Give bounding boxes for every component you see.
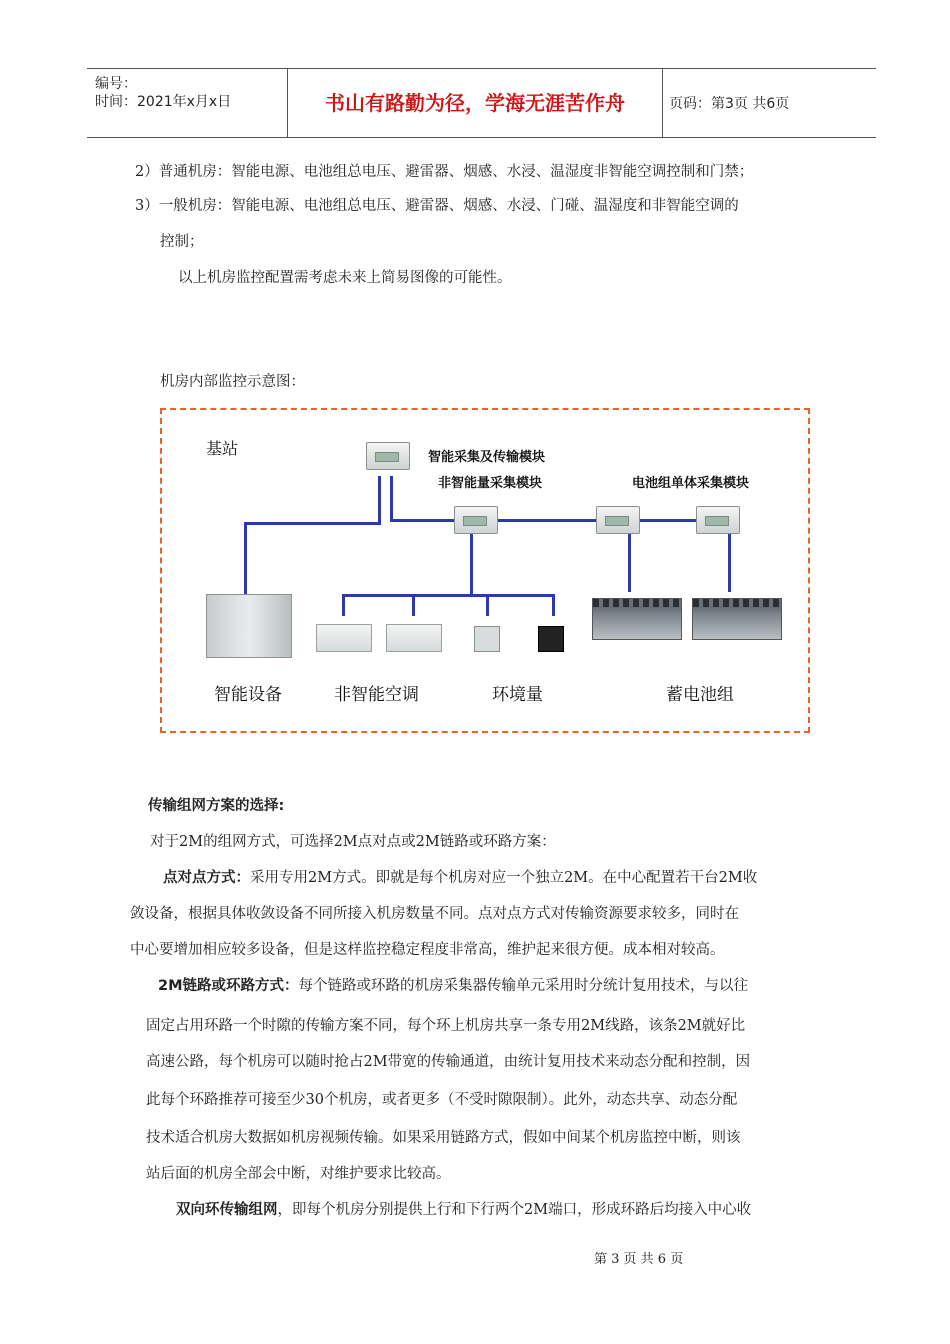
battery-bank-icon: [692, 598, 782, 640]
header-motto: 书山有路勤为径，学海无涯苦作舟: [287, 69, 663, 137]
ring-line: 每个链路或环路的机房采集器传输单元采用时分统计复用技术，与以往: [298, 978, 749, 994]
page-footer: 第 3 页 共 6 页: [594, 1252, 684, 1267]
header-number: 编号：: [95, 76, 137, 92]
p2p-line: 敛设备，根据具体收敛设备不同所接入机房数量不同。点对点方式对传输资源要求较多，同时在: [130, 906, 739, 922]
list-item: 3）一般机房：智能电源、电池组总电压、避雷器、烟感、水浸、门碰、温湿度和非智能空调的: [135, 198, 739, 214]
dual-ring-paragraph: [176, 1200, 751, 1220]
nonsmart-module-label: 非智能量采集模块: [438, 476, 543, 491]
smart-collector-module-icon: [366, 442, 410, 470]
ring-line: 高速公路，每个机房可以随时抢占2M带宽的传输通道，由统计复用技术来动态分配和控制，因: [146, 1054, 751, 1070]
ring-line: 技术适合机房大数据如机房视频传输。如果采用链路方式，假如中间某个机房监控中断，则该: [146, 1130, 741, 1146]
ring-title: 2M链路或环路方式：: [158, 978, 299, 994]
connector-line: [342, 594, 345, 616]
header-info-cell: [87, 69, 287, 137]
header-page-number: 页码：第3页 共6页: [669, 96, 790, 112]
connector-line: [390, 519, 454, 522]
connector-line: [628, 534, 631, 592]
air-conditioner-icon: [386, 624, 442, 652]
ring-line: 此每个环路推荐可接至少30个机房，或者更多（不受时隙限制）。此外，动态共享、动态分配: [146, 1092, 738, 1108]
p2p-title: 点对点方式：: [163, 870, 250, 886]
ring-line: 站后面的机房全部会中断，对维护要求比较高。: [146, 1166, 451, 1182]
p2p-paragraph: [163, 868, 757, 888]
connector-line: [552, 594, 555, 616]
connector-line: [244, 522, 247, 594]
connector-line: [496, 519, 596, 522]
battery-collector-module-icon: [696, 506, 740, 534]
smart-module-label: 智能采集及传输模块: [428, 450, 546, 465]
environment-sensor-icon: [538, 626, 564, 652]
environment-sensor-icon: [474, 626, 500, 652]
list-item: 2）普通机房：智能电源、电池组总电压、避雷器、烟感、水浸、温湿度非智能空调控制和门禁；: [135, 164, 754, 180]
smart-device-cabinet-icon: [206, 594, 292, 658]
ring-paragraph: [158, 976, 748, 996]
smart-device-label: 智能设备: [214, 685, 282, 705]
connector-line: [378, 476, 381, 524]
battery-collector-module-icon: [596, 506, 640, 534]
list-item: 控制；: [160, 234, 204, 250]
connector-line: [470, 534, 473, 596]
intro-paragraph: 对于2M的组网方式，可选择2M点对点或2M链路或环路方案：: [150, 834, 556, 850]
air-conditioner-icon: [316, 624, 372, 652]
nonsmart-ac-label: 非智能空调: [334, 685, 419, 705]
connector-line: [412, 594, 415, 616]
nonsmart-collector-module-icon: [454, 506, 498, 534]
p2p-line: 采用专用2M方式。即就是每个机房对应一个独立2M。在中心配置若干台2M收: [250, 870, 758, 886]
connector-line: [486, 594, 489, 616]
diagram-caption: 机房内部监控示意图：: [160, 374, 305, 390]
monitoring-diagram: [160, 408, 810, 733]
section-title: 传输组网方案的选择:: [148, 798, 285, 814]
connector-line: [342, 594, 554, 597]
dual-ring-line: ，即每个机房分别提供上行和下行两个2M端口，形成环路后均接入中心收: [277, 1202, 752, 1218]
dual-ring-title: 双向环传输组网: [176, 1202, 278, 1218]
ring-line: 固定占用环路一个时隙的传输方案不同，每个环上机房共享一条专用2M线路，该条2M就好比: [146, 1018, 746, 1034]
connector-line: [390, 476, 393, 522]
page-header: [87, 68, 876, 138]
station-label: 基站: [206, 439, 239, 458]
battery-module-label: 电池组单体采集模块: [632, 476, 750, 491]
connector-line: [728, 534, 731, 592]
connector-line: [638, 519, 696, 522]
battery-group-label: 蓄电池组: [666, 685, 734, 705]
environment-label: 环境量: [492, 685, 543, 705]
battery-bank-icon: [592, 598, 682, 640]
connector-line: [244, 522, 381, 525]
p2p-line: 中心要增加相应较多设备，但是这样监控稳定程度非常高，维护起来很方便。成本相对较高。: [130, 942, 725, 958]
header-time: 时间：2021年x月x日: [95, 94, 232, 110]
note-paragraph: 以上机房监控配置需考虑未来上简易图像的可能性。: [178, 270, 512, 286]
